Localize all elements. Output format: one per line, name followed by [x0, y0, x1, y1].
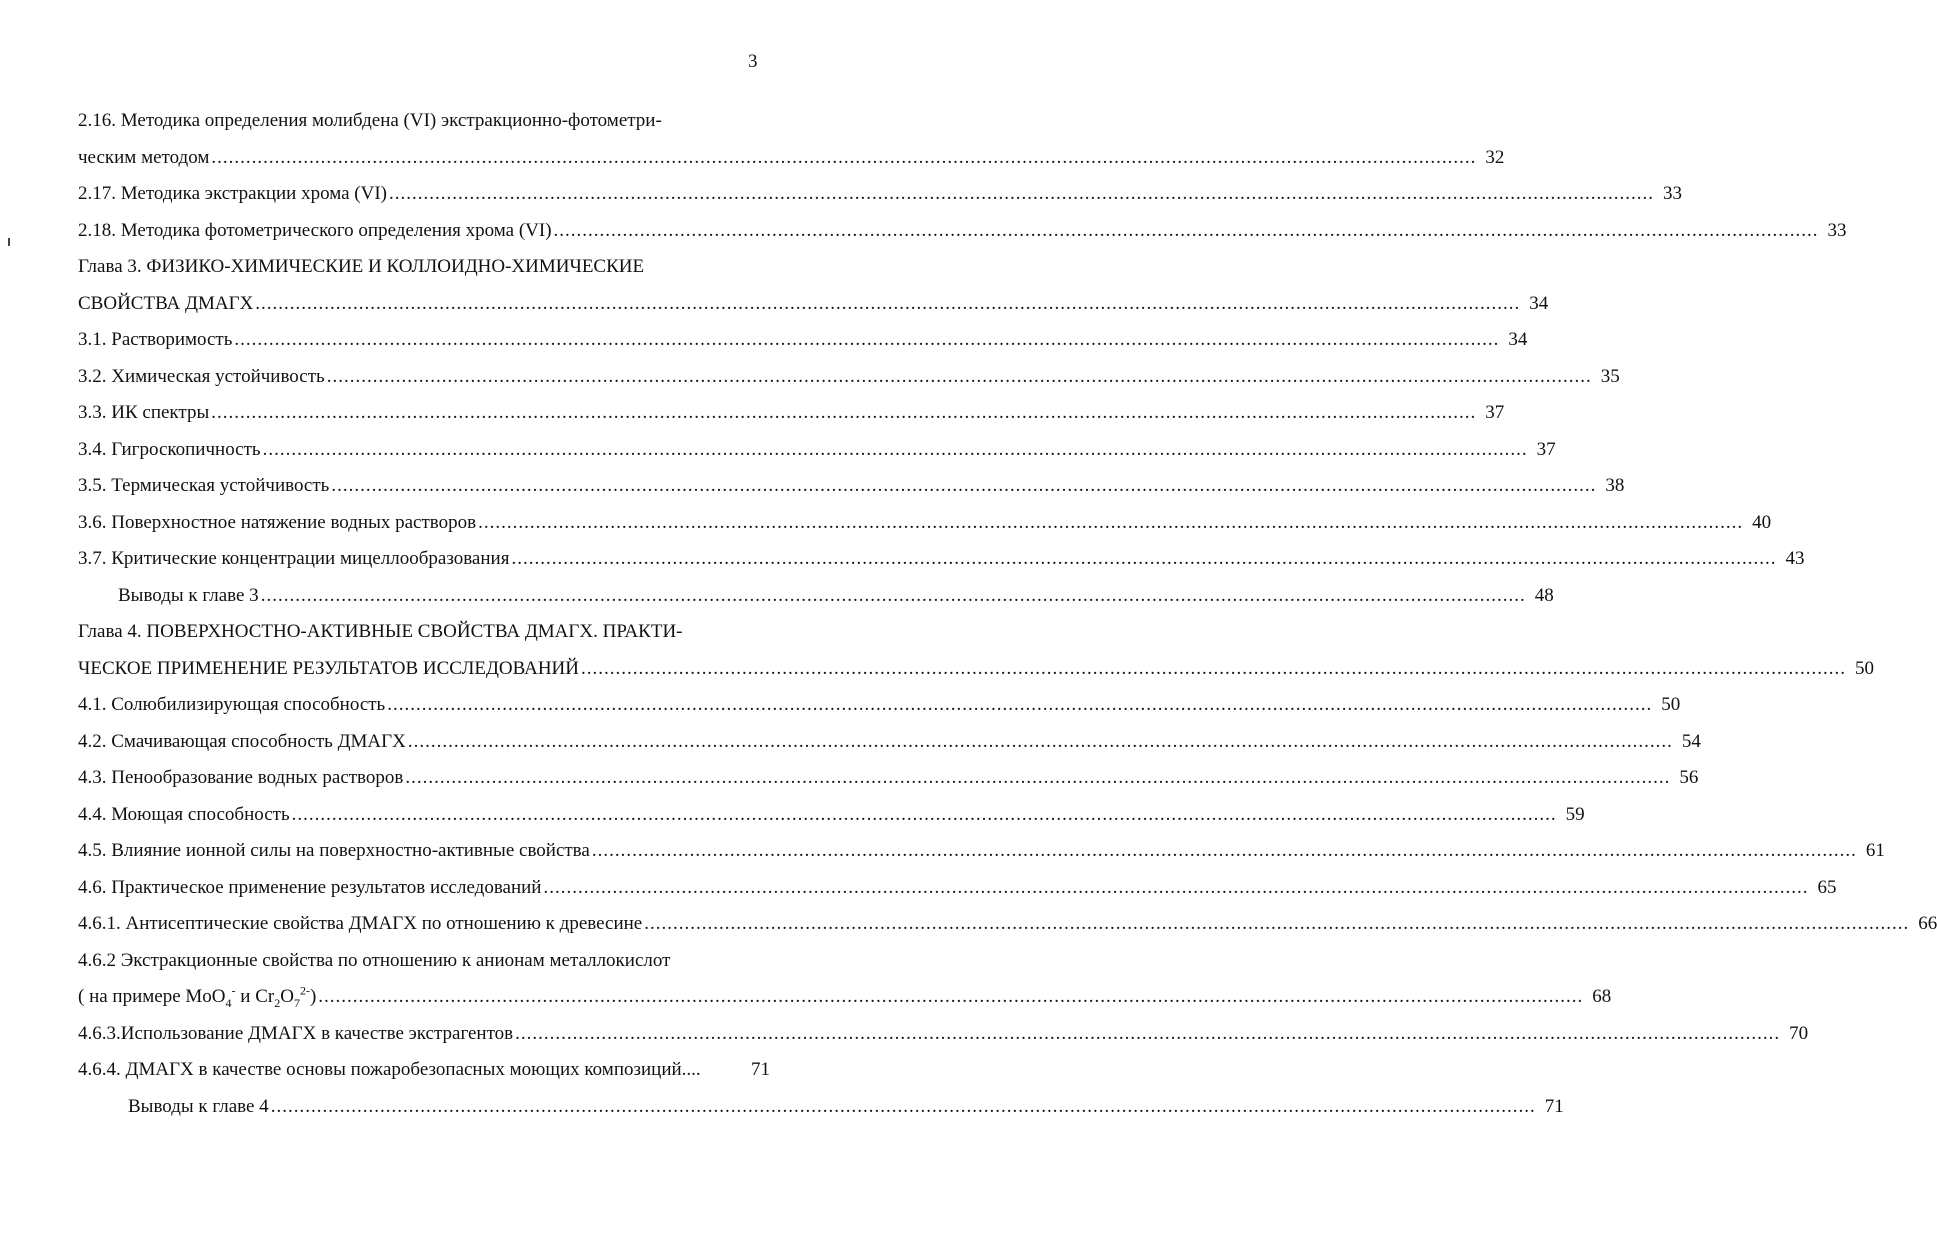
toc-entry — [78, 614, 770, 651]
dot-leader: ............................................................................................................................................................................................................................ — [511, 548, 1777, 569]
toc-page-number: 33 — [1663, 183, 1683, 204]
toc-entry-title: 4.1. Солюбилизирующая способность — [78, 694, 386, 715]
toc-entry-title: ЧЕСКОЕ ПРИМЕНЕНИЕ РЕЗУЛЬТАТОВ ИССЛЕДОВАНИЙ — [78, 657, 580, 679]
toc-page-number: 37 — [1536, 438, 1556, 460]
toc-entry-title: 4.6.1. Антисептические свойства ДМАГХ по отношению к древесине — [78, 913, 643, 934]
toc-page-number: 68 — [1592, 986, 1612, 1007]
toc-entry-title: Выводы к главе 3 — [118, 584, 259, 606]
dot-leader: ............................................................................................................................................................................................................................ — [543, 876, 1809, 898]
toc-page-number: 48 — [1534, 584, 1554, 606]
dot-leader: ............................................................................................................................................................................................................................ — [478, 511, 1744, 533]
toc-page-number: 66 — [1918, 913, 1937, 934]
dot-leader: ............................................................................................................................................................................................................................ — [331, 475, 1597, 496]
dot-leader: ............................................................................................................................................................................................................................ — [211, 402, 1477, 423]
dot-leader: ............................................................................................................................................................................................................................ — [553, 219, 1819, 241]
page-number: 3 — [748, 51, 758, 72]
dot-leader: ............................................................................................................................................................................................................................ — [644, 913, 1910, 934]
toc-entry — [78, 1089, 1564, 1126]
toc-entry-title: 4.4. Моющая способность — [78, 803, 290, 825]
scan-speck — [8, 238, 10, 246]
toc-entry-title: 4.6.2 Экстракционные свойства по отношению к анионам металлокислот — [78, 949, 671, 971]
toc-page-number: 50 — [1855, 657, 1875, 679]
toc-entry-title: 4.5. Влияние ионной силы на поверхностно-активные свойства — [78, 840, 590, 861]
toc-entry-title: 2.18. Методика фотометрического определения хрома (VI) — [78, 219, 552, 241]
toc-page-number: 65 — [1817, 876, 1837, 898]
toc-entry-title: Глава 4. ПОВЕРХНОСТНО-АКТИВНЫЕ СВОЙСТВА ДМАГХ. ПРАКТИ- — [78, 621, 683, 642]
toc-entry-title: 3.6. Поверхностное натяжение водных растворов — [78, 511, 477, 533]
toc-entry — [78, 760, 1699, 797]
toc-page-number: 54 — [1681, 730, 1701, 752]
toc-page-number: 59 — [1565, 803, 1585, 825]
dot-leader: ............................................................................................................................................................................................................................ — [591, 840, 1857, 861]
toc-entry-title: 3.1. Растворимость — [78, 329, 233, 350]
dot-leader: ............................................................................................................................................................................................................................ — [405, 767, 1671, 788]
toc-entry — [78, 833, 1885, 870]
dot-leader: ............................................................................................................................................................................................................................ — [387, 694, 1653, 715]
toc-page-number: 61 — [1865, 840, 1885, 861]
toc-entry-title: 4.6. Практическое применение результатов исследований — [78, 876, 542, 898]
toc-page-number: 34 — [1529, 292, 1549, 314]
toc-entry — [78, 687, 1681, 724]
dot-leader: ............................................................................................................................................................................................................................ — [234, 329, 1500, 350]
dot-leader: ............................................................................................................................................................................................................................ — [255, 292, 1521, 314]
toc-entry — [78, 870, 1837, 907]
toc-entry-title: 4.3. Пенообразование водных растворов — [78, 767, 404, 788]
toc-entry — [78, 249, 770, 286]
dot-leader: ............................................................................................................................................................................................................................ — [407, 730, 1673, 752]
toc-page-number: 56 — [1679, 767, 1699, 788]
toc-entry-title: 4.2. Смачивающая способность ДМАГХ — [78, 730, 406, 752]
dot-leader: ............................................................................................................................................................................................................................ — [326, 365, 1592, 387]
toc-entry — [78, 1016, 1809, 1053]
toc-entry-title: ческим методом — [78, 146, 210, 168]
toc-entry — [78, 176, 1683, 213]
toc-page-number: 38 — [1605, 475, 1625, 496]
toc-entry — [78, 578, 1554, 615]
toc-entry — [78, 286, 1549, 323]
toc-entry — [78, 1052, 770, 1089]
toc-entry — [78, 651, 1875, 688]
toc-page-number: 70 — [1789, 1022, 1809, 1044]
toc-page-number: 32 — [1485, 146, 1505, 168]
toc-entry-title: ( на примере MoO$_4$- и $Cr_2O_7^{2-}$) — [78, 983, 317, 1010]
dot-leader: ............................................................................................................................................................................................................................ — [291, 803, 1557, 825]
dot-leader: ............................................................................................................................................................................................................................ — [515, 1022, 1781, 1044]
dot-leader: ............................................................................................................................................................................................................................ — [270, 1095, 1536, 1117]
toc-entry — [78, 322, 1528, 359]
toc-entry-title: 2.16. Методика определения молибдена (VI) экстракционно-фотометри- — [78, 110, 662, 131]
dot-leader: ............................................................................................................................................................................................................................ — [318, 986, 1584, 1007]
toc-entry — [78, 943, 770, 980]
toc-entry — [78, 140, 1505, 177]
toc-entry — [78, 359, 1620, 396]
toc-entry — [78, 103, 770, 140]
toc-entry — [78, 395, 1505, 432]
toc-page-number: 34 — [1508, 329, 1528, 350]
table-of-contents — [78, 103, 1937, 1125]
toc-entry — [78, 432, 1556, 469]
toc-page-number: 50 — [1661, 694, 1681, 715]
dot-leader: ............................................................................................................................................................................................................................ — [389, 183, 1655, 204]
toc-entry-title: Выводы к главе 4 — [128, 1095, 269, 1117]
toc-entry-title: СВОЙСТВА ДМАГХ — [78, 292, 254, 314]
toc-entry — [78, 213, 1847, 250]
toc-entry-title: 3.5. Термическая устойчивость — [78, 475, 330, 496]
toc-entry-title: 4.6.4. ДМАГХ в качестве основы пожаробезопасных моющих композиций.... — [78, 1059, 701, 1080]
toc-entry-title: 3.4. Гигроскопичность — [78, 438, 261, 460]
toc-page-number: 35 — [1600, 365, 1620, 387]
toc-entry-title: 3.2. Химическая устойчивость — [78, 365, 325, 387]
dot-leader: ............................................................................................................................................................................................................................ — [262, 438, 1528, 460]
toc-page-number: 71 — [751, 1059, 770, 1080]
dot-leader: ............................................................................................................................................................................................................................ — [581, 657, 1847, 679]
toc-entry-title: 4.6.3.Использование ДМАГХ в качестве экстрагентов — [78, 1022, 514, 1044]
toc-entry-title: 2.17. Методика экстракции хрома (VI) — [78, 183, 388, 204]
dot-leader: ............................................................................................................................................................................................................................ — [211, 146, 1477, 168]
toc-page-number: 43 — [1785, 548, 1805, 569]
toc-entry — [78, 541, 1805, 578]
toc-page-number: 37 — [1485, 402, 1505, 423]
toc-entry-title: 3.7. Критические концентрации мицеллообразования — [78, 548, 510, 569]
toc-entry — [78, 906, 1937, 943]
toc-entry — [78, 797, 1585, 834]
toc-entry-title: Глава 3. ФИЗИКО-ХИМИЧЕСКИЕ И КОЛЛОИДНО-ХИМИЧЕСКИЕ — [78, 256, 645, 277]
toc-entry-title: 3.3. ИК спектры — [78, 402, 210, 423]
dot-leader: ............................................................................................................................................................................................................................ — [260, 584, 1526, 606]
toc-entry — [78, 505, 1772, 542]
toc-page-number: 33 — [1827, 219, 1847, 241]
toc-entry — [78, 724, 1701, 761]
toc-page-number: 71 — [1544, 1095, 1564, 1117]
toc-entry — [78, 979, 1612, 1016]
toc-page-number: 40 — [1752, 511, 1772, 533]
toc-entry — [78, 468, 1625, 505]
